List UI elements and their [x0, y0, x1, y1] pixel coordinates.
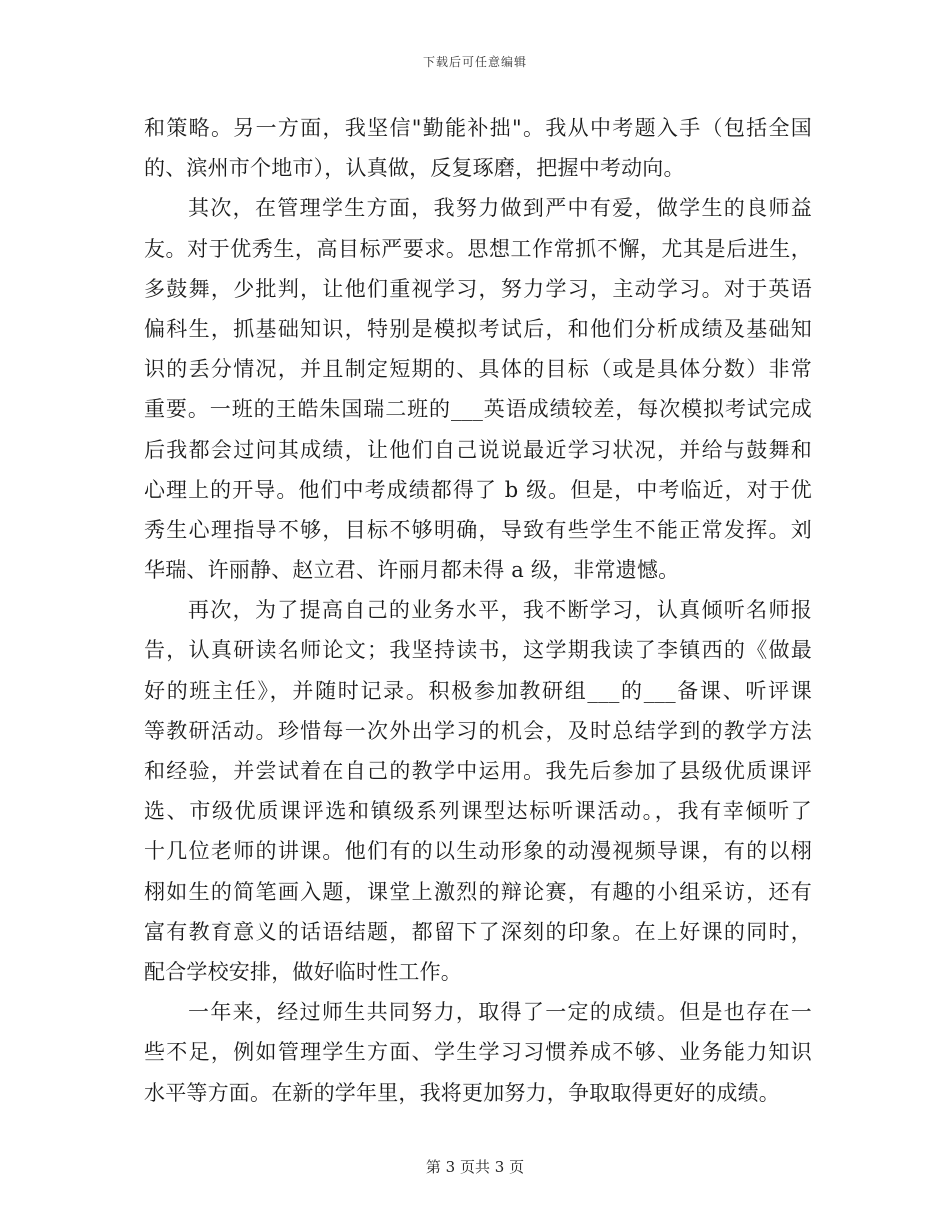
text-line: 后我都会过问其成绩，让他们自己说说最近学习状况，并给与鼓舞和	[144, 437, 812, 462]
text-line: 和经验，并尝试着在自己的教学中运用。我先后参加了县级优质课评	[144, 759, 812, 783]
text-line: 偏科生，抓基础知识，特别是模拟考试后，和他们分析成绩及基础知	[144, 316, 812, 341]
text-line: 配合学校安排，做好临时性工作。	[144, 959, 462, 984]
page-header: 下载后可任意编辑	[422, 55, 527, 69]
text-line: 再次，为了提高自己的业务水平，我不断学习，认真倾听名师报	[188, 598, 812, 623]
text-line: 选、市级优质课评选和镇级系列课型达标听课活动。，我有幸倾听了	[144, 799, 812, 824]
text-line: 识的丢分情况，并且制定短期的、具体的目标（或是具体分数）非常	[144, 357, 812, 382]
text-line: 富有教育意义的话语结题，都留下了深刻的印象。在上好课的同时，	[144, 919, 812, 944]
text-line: 其次，在管理学生方面，我努力做到严中有爱，做学生的良师益	[188, 196, 812, 221]
text-line: 水平等方面。在新的学年里，我将更加努力，争取取得更好的成绩。	[144, 1080, 780, 1105]
text-line: 好的班主任》，并随时记录。积极参加教研组___的___备课、听评课	[144, 678, 812, 703]
document-body	[144, 108, 812, 1113]
text-line: 多鼓舞，少批判，让他们重视学习，努力学习，主动学习。对于英语	[144, 276, 812, 301]
text-line: 些不足，例如管理学生方面、学生学习习惯养成不够、业务能力知识	[144, 1040, 812, 1065]
text-line: 和策略。另一方面，我坚信"勤能补拙"。我从中考题入手（包括全国	[144, 116, 812, 140]
text-line: 华瑞、许丽静、赵立君、许丽月都未得 a 级，非常遗憾。	[144, 558, 680, 583]
text-line: 的、滨州市个地市），认真做，反复琢磨，把握中考动向。	[144, 156, 685, 181]
text-line: 心理上的开导。他们中考成绩都得了 b 级。但是，中考临近，对于优	[144, 477, 812, 502]
text-line: 栩如生的简笔画入题，课堂上激烈的辩论赛，有趣的小组采访，还有	[144, 879, 812, 904]
text-line: 十几位老师的讲课。他们有的以生动形象的动漫视频导课，有的以栩	[144, 839, 812, 864]
text-line: 等教研活动。珍惜每一次外出学习的机会，及时总结学到的教学方法	[144, 718, 812, 743]
text-line: 秀生心理指导不够，目标不够明确，导致有些学生不能正常发挥。刘	[144, 517, 812, 542]
text-line: 一年来，经过师生共同努力，取得了一定的成绩。但是也存在一	[188, 1000, 812, 1025]
text-line: 重要。一班的王皓朱国瑞二班的___英语成绩较差，每次模拟考试完成	[144, 397, 812, 422]
text-line: 友。对于优秀生，高目标严要求。思想工作常抓不懈，尤其是后进生，	[144, 236, 812, 261]
text-line: 告，认真研读名师论文；我坚持读书，这学期我读了李镇西的《做最	[144, 638, 812, 663]
page-number: 第 3 页共 3 页	[425, 1158, 525, 1176]
